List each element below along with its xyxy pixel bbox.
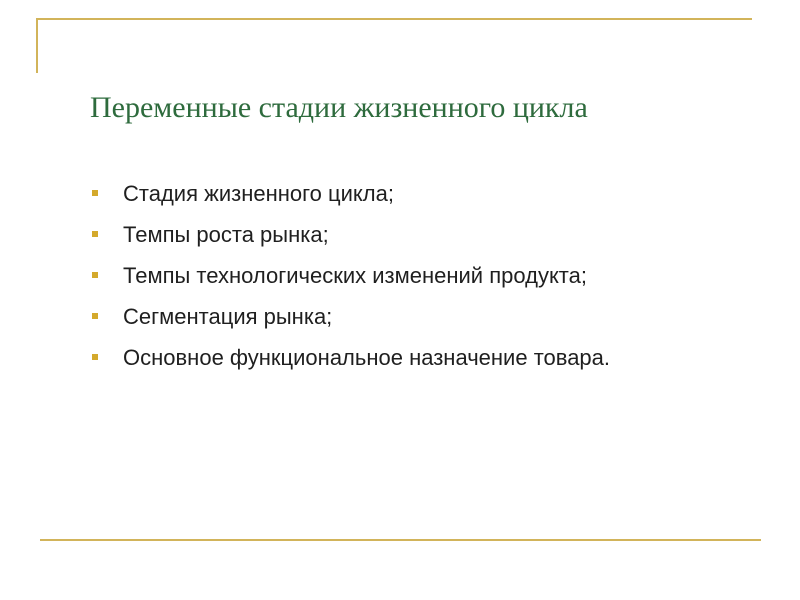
left-decorative-line <box>36 18 38 73</box>
bullet-text: Темпы технологических изменений продукта; <box>123 263 587 288</box>
bullet-item <box>92 218 752 251</box>
bullet-list <box>92 177 752 382</box>
bullet-text: Основное функциональное назначение товара. <box>123 345 611 370</box>
bullet-text: Сегментация рынка; <box>123 304 333 329</box>
bullet-text: Темпы роста рынка; <box>123 222 329 247</box>
square-bullet-icon <box>92 190 98 196</box>
top-decorative-line <box>36 18 752 20</box>
bottom-decorative-line <box>40 539 761 541</box>
square-bullet-icon <box>92 313 98 319</box>
slide-title: Переменные стадии жизненного цикла <box>90 91 588 124</box>
square-bullet-icon <box>92 354 98 360</box>
bullet-item <box>92 177 752 210</box>
bullet-item <box>92 300 752 333</box>
square-bullet-icon <box>92 231 98 237</box>
bullet-item <box>92 341 752 374</box>
square-bullet-icon <box>92 272 98 278</box>
bullet-text: Стадия жизненного цикла; <box>123 181 394 206</box>
bullet-item <box>92 259 752 292</box>
